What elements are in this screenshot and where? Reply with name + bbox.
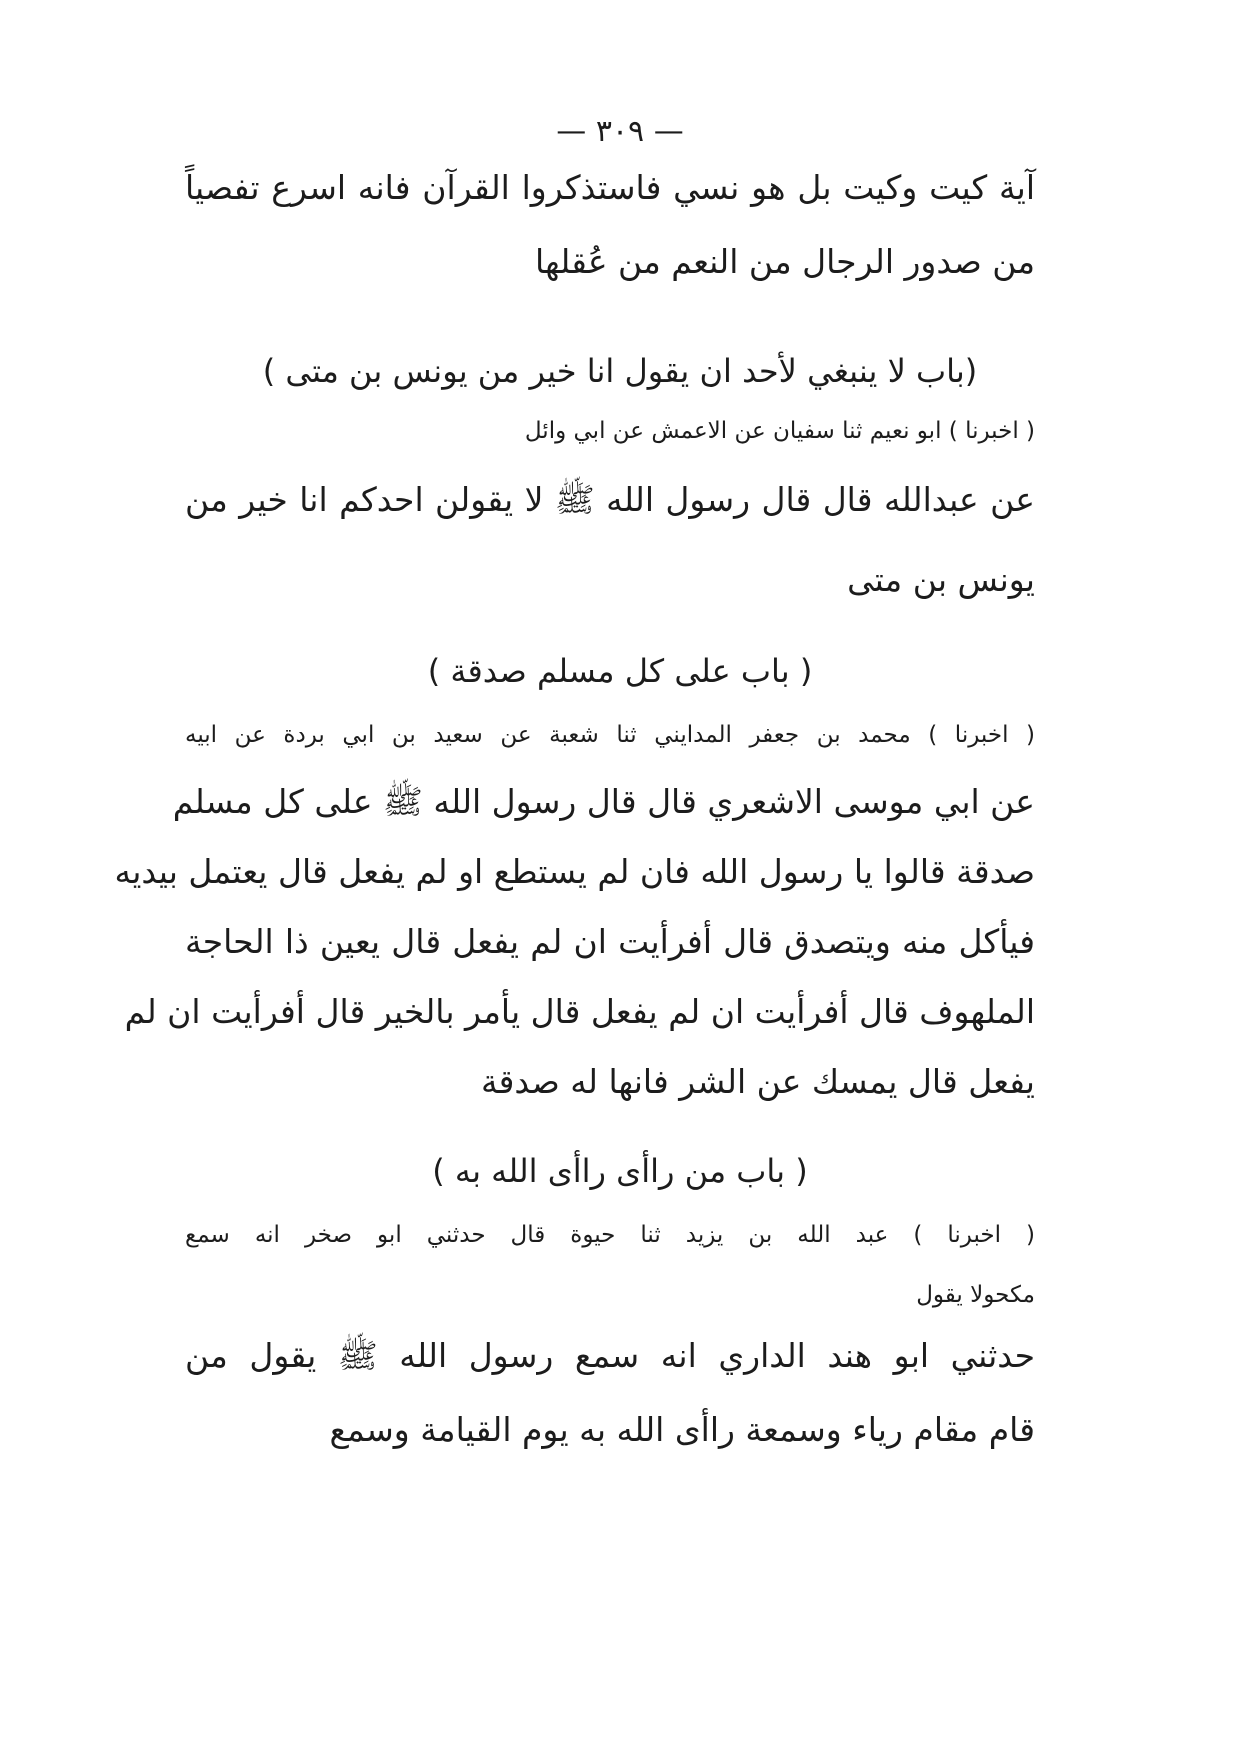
text-line-5: عن ابي موسى الاشعري قال قال رسول الله ﷺ على كل مسلم — [172, 782, 1035, 821]
chapter-heading-1: (باب لا ينبغي لأحد ان يقول انا خير من يونس بن متى ) — [262, 352, 978, 390]
chapter-heading-3: ( باب من راأى راأى الله به ) — [432, 1152, 808, 1190]
text-line-3: عن عبدالله قال قال رسول الله ﷺ لا يقولن احدكم انا خير من — [185, 480, 1035, 519]
text-line-1: آية كيت وكيت بل هو نسي فاستذكروا القرآن فانه اسرع تفصياً — [185, 168, 1035, 207]
isnad-line-2: ( اخبرنا ) محمد بن جعفر المدايني ثنا شعبة عن سعيد بن ابي بردة عن ابيه — [185, 722, 1035, 748]
text-line-6: صدقة قالوا يا رسول الله فان لم يستطع او لم يفعل قال يعتمل بيديه — [114, 852, 1035, 891]
isnad-line-1: ( اخبرنا ) ابو نعيم ثنا سفيان عن الاعمش عن ابي وائل — [524, 418, 1035, 444]
chapter-heading-2: ( باب على كل مسلم صدقة ) — [427, 652, 813, 690]
text-line-11: قام مقام رياء وسمعة راأى الله به يوم القيامة وسمع — [329, 1410, 1035, 1449]
text-line-9: يفعل قال يمسك عن الشر فانها له صدقة — [480, 1062, 1035, 1101]
page-number: — ٣٠٩ — — [556, 114, 684, 149]
text-line-7: فيأكل منه ويتصدق قال أفرأيت ان لم يفعل قال يعين ذا الحاجة — [185, 922, 1035, 961]
text-line-8: الملهوف قال أفرأيت ان لم يفعل قال يأمر بالخير قال أفرأيت ان لم — [124, 992, 1035, 1031]
isnad-line-3: ( اخبرنا ) عبد الله بن يزيد ثنا حيوة قال حدثني ابو صخر انه سمع — [185, 1222, 1035, 1248]
isnad-line-4: مكحولا يقول — [916, 1282, 1035, 1308]
text-line-10: حدثني ابو هند الداري انه سمع رسول الله ﷺ يقول من — [185, 1336, 1035, 1375]
text-line-2: من صدور الرجال من النعم من عُقلها — [534, 242, 1035, 281]
text-line-4: يونس بن متى — [847, 560, 1035, 599]
